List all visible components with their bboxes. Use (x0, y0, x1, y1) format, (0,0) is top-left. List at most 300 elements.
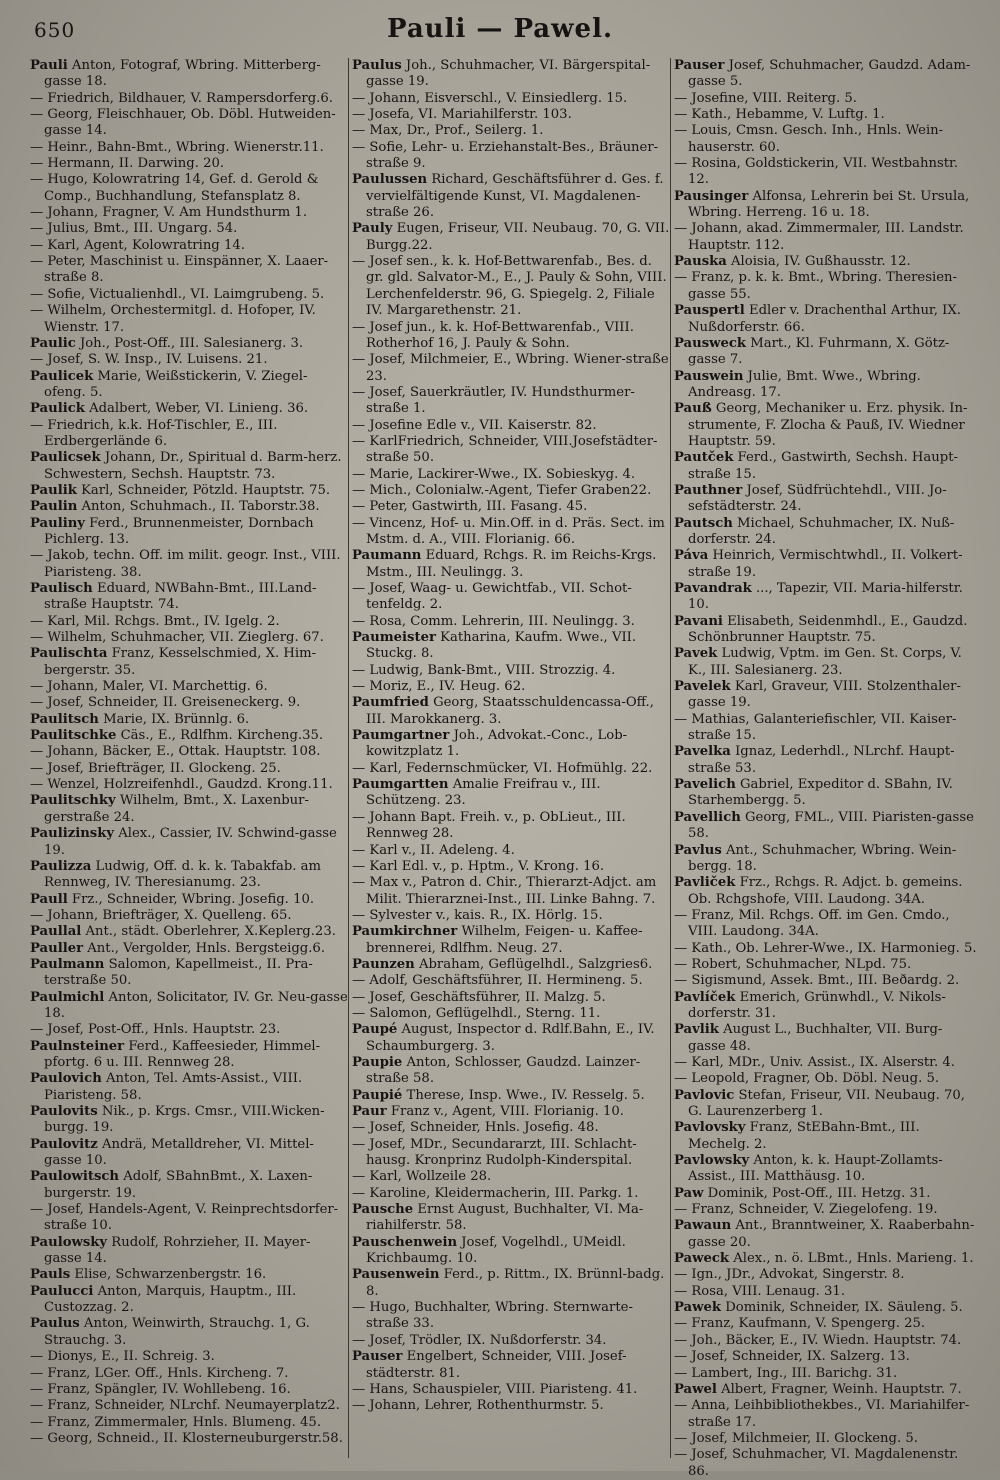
entry-text: Karl, Schneider, Pötzld. Hauptstr. 75. (81, 482, 331, 498)
entry-text: — Josef, Waag- u. Gewichtfab., VII. Schot-tenfeldg. 2. (352, 581, 632, 613)
directory-entry (674, 156, 978, 189)
directory-entry (352, 1055, 670, 1088)
directory-entry (30, 548, 348, 581)
directory-entry (352, 91, 670, 107)
entry-text: Anton, Schlosser, Gaudzd. Lainzer-straße 58. (366, 1054, 641, 1087)
entry-text: Katharina, Kaufm. Wwe., VII. Stuckg. 8. (366, 630, 637, 662)
directory-entry (674, 401, 978, 450)
entry-text: — Karl, Mil. Rchgs. Bmt., IV. Igelg. 2. (30, 613, 280, 629)
entry-surname: Pawaun (674, 1218, 732, 1234)
entry-text: Eduard, Rchgs. R. im Reichs-Krgs. Mstm., III. Neulingg. 3. (366, 548, 657, 580)
entry-text: Georg, Staatsschuldencassa-Off., III. Marokkanerg. 3. (366, 695, 654, 727)
directory-entry (352, 418, 670, 434)
directory-entry (352, 875, 670, 908)
entry-surname: Pauswein (674, 368, 744, 384)
entry-text: — Rosa, VIII. Lenaug. 31. (674, 1283, 846, 1299)
directory-entry (352, 663, 670, 679)
entry-text: — Josef, Milchmeier, E., Wbring. Wiener-straße 23. (352, 352, 669, 384)
directory-entry (674, 1447, 978, 1480)
entry-text: — Josef sen., k. k. Hof-Bettwarenfab., Bes. d. gr. gld. Salvator-M., E., J. Pauly & Sohn, VIII. Lerchenfelderstr. 96, G. Spiegelg. 2, Filiale IV. Margarethenstr. 21. (352, 254, 667, 319)
directory-entry (30, 1039, 348, 1072)
entry-text: ..., Tapezir, VII. Maria-hilferstr. 10. (688, 581, 963, 613)
entry-text: Nik., p. Krgs. Cmsr., VIII.Wicken-burgg. 19. (44, 1104, 325, 1136)
directory-entry (352, 221, 670, 254)
directory-entry (30, 777, 348, 793)
running-head: Pauli — Pawel. (386, 14, 613, 44)
entry-surname: Pauly (352, 221, 393, 237)
directory-entry (352, 1267, 670, 1300)
entry-text: — Georg, Fleischhauer, Ob. Döbl. Hutweiden-gasse 14. (30, 107, 336, 139)
directory-entry (674, 336, 978, 369)
entry-text: — Marie, Lackirer-Wwe., IX. Sobieskyg. 4. (352, 466, 636, 482)
entry-text: — Josefine, VIII. Reiterg. 5. (674, 90, 857, 106)
entry-text: Salomon, Kapellmeist., II. Pra-terstraße 50. (44, 956, 313, 989)
entry-text: Abraham, Geflügelhdl., Salzgries6. (418, 956, 653, 972)
directory-entry (30, 516, 348, 549)
entry-text: Anton, Fotograf, Wbring. Mitterberg-gasse 18. (44, 58, 321, 90)
directory-entry (30, 1202, 348, 1235)
entry-text: Georg, FML., VIII. Piaristen-gasse 58. (688, 809, 974, 842)
entry-text: — Heinr., Bahn-Bmt., Wbring. Wienerstr.11. (30, 139, 324, 155)
entry-surname: Pavelich (674, 777, 736, 793)
entry-text: — Robert, Schuhmacher, NLpd. 75. (674, 956, 912, 972)
entry-text: Karl, Graveur, VIII. Stolzenthaler-gasse 19. (688, 679, 961, 711)
entry-text: — Sylvester v., kais. R., IX. Hörlg. 15. (352, 907, 603, 923)
entry-surname: Pauthner (674, 482, 743, 498)
entry-text: — Ludwig, Bank-Bmt., VIII. Strozzig. 4. (352, 662, 616, 678)
entry-surname: Paulovich (30, 1071, 102, 1087)
entry-surname: Paulussen (352, 172, 428, 188)
entry-text: Anton, k. k. Haupt-Zollamts-Assist., III. Matthäusg. 10. (688, 1153, 943, 1185)
entry-text: — Josef, Post-Off., Hnls. Hauptstr. 23. (30, 1022, 281, 1038)
directory-entry (352, 973, 670, 989)
entry-surname: Paulovits (30, 1104, 98, 1119)
directory-entry (30, 761, 348, 777)
entry-text: — Franz, LGer. Off., Hnls. Kircheng. 7. (30, 1365, 289, 1381)
entry-surname: Paumeister (352, 630, 436, 646)
directory-entry (352, 990, 670, 1006)
directory-entry (30, 646, 348, 679)
entry-surname: Paupié (352, 1087, 403, 1103)
directory-entry (674, 1202, 978, 1218)
directory-entry (352, 1300, 670, 1333)
directory-entry (352, 516, 670, 549)
column-1 (30, 58, 349, 1458)
directory-entry (30, 990, 348, 1023)
directory-entry (30, 418, 348, 451)
entry-text: — Lambert, Ing., III. Barichg. 31. (674, 1365, 898, 1381)
entry-text: — Karoline, Kleidermacherin, III. Parkg. 1. (352, 1185, 639, 1201)
directory-entry (674, 483, 978, 516)
directory-entry (674, 1071, 978, 1087)
directory-entry (674, 646, 978, 679)
directory-entry (30, 908, 348, 924)
directory-entry (674, 91, 978, 107)
entry-surname: Paulisch (30, 581, 93, 596)
entry-text: Alex., n. ö. LBmt., Hnls. Marieng. 1. (733, 1251, 974, 1267)
entry-surname: Pavlíček (674, 989, 736, 1005)
entry-text: — Adolf, Geschäftsführer, II. Hermineng. 5. (352, 973, 643, 989)
entry-text: Wilhelm, Feigen- u. Kaffee-brennerei, Rdlfhm. Neug. 27. (366, 924, 643, 956)
entry-text: Albert, Fragner, Weinh. Hauptstr. 7. (721, 1381, 962, 1397)
directory-entry (674, 1218, 978, 1251)
entry-surname: Pauliny (30, 515, 85, 531)
entry-surname: Pauser (352, 1349, 403, 1365)
directory-entry (352, 499, 670, 515)
entry-surname: Pauller (30, 940, 84, 956)
entry-text: Anton, Weinwirth, Strauchg. 1, G. Strauchg. 3. (44, 1316, 310, 1348)
column-2 (352, 58, 671, 1458)
entry-surname: Paulucci (30, 1283, 94, 1299)
entry-text: August, Inspector d. Rdlf.Bahn, E., IV. Schaumburgerg. 3. (366, 1022, 655, 1054)
entry-surname: Paulus (352, 58, 402, 73)
directory-entry (352, 172, 670, 221)
entry-text: — Franz, Schneider, V. Ziegelofeng. 19. (674, 1202, 938, 1218)
entry-text: Edler v. Drachenthal Arthur, IX. Nußdorferstr. 66. (688, 303, 961, 335)
entry-surname: Pauli (30, 58, 68, 73)
entry-text: — Wilhelm, Schuhmacher, VII. Zieglerg. 67. (30, 630, 324, 646)
directory-entry (30, 254, 348, 287)
directory-entry (352, 1186, 670, 1202)
directory-entry (30, 728, 348, 744)
entry-surname: Paw (674, 1185, 704, 1201)
entry-text: Alex., Cassier, IV. Schwind-gasse 19. (44, 826, 337, 858)
directory-entry (352, 320, 670, 353)
directory-entry (30, 91, 348, 107)
entry-surname: Pautček (674, 450, 734, 466)
directory-entry (30, 287, 348, 303)
entry-text: — Josefine Edle v., VII. Kaiserstr. 82. (352, 417, 597, 433)
entry-surname: Pavani (674, 613, 723, 629)
entry-text: — Rosa, Comm. Lehrerin, III. Neulingg. 3. (352, 613, 635, 629)
entry-text: Alfonsa, Lehrerin bei St. Ursula, Wbring. Herreng. 16 u. 18. (688, 188, 970, 221)
entry-surname: Pavlik (674, 1022, 719, 1038)
directory-entry (674, 123, 978, 156)
directory-entry (30, 401, 348, 417)
entry-surname: Paulizinsky (30, 826, 115, 842)
entry-text: Anton, Marquis, Hauptm., III. Custozzag. 2. (44, 1283, 297, 1316)
entry-surname: Paupé (352, 1022, 398, 1038)
directory-entry (352, 957, 670, 973)
entry-text: — Josef, Geschäftsführer, II. Malzg. 5. (352, 989, 606, 1005)
entry-text: Ferd., Brunnenmeister, Dornbach Pichlerg. 13. (44, 515, 314, 547)
directory-entry (674, 875, 978, 908)
directory-entry (30, 1071, 348, 1104)
directory-entry (352, 254, 670, 319)
directory-entry (30, 450, 348, 483)
entry-surname: Pausenwein (352, 1267, 440, 1283)
directory-entry (30, 695, 348, 711)
directory-entry (352, 1022, 670, 1055)
directory-entry (674, 777, 978, 810)
entry-text: — Jakob, techn. Off. im milit. geogr. Inst., VIII. Piaristeng. 38. (30, 548, 341, 580)
entry-surname: Pausweck (674, 335, 747, 351)
entry-surname: Pauß (674, 401, 712, 417)
entry-text: — Karl, Wollzeile 28. (352, 1169, 492, 1185)
entry-surname: Paulitschke (30, 728, 117, 744)
directory-entry (352, 761, 670, 777)
entry-surname: Paull (30, 891, 68, 907)
entry-text: Ferd., Gastwirth, Sechsh. Haupt-straße 15. (688, 450, 958, 482)
directory-entry (352, 1104, 670, 1120)
entry-surname: Paulick (30, 401, 85, 417)
entry-text: — Karl Edl. v., p. Hptm., V. Krong. 16. (352, 858, 605, 874)
directory-entry (30, 483, 348, 499)
directory-entry (352, 467, 670, 483)
entry-surname: Paulicek (30, 368, 94, 384)
entry-surname: Pauska (674, 254, 727, 270)
entry-text: — Georg, Schneid., II. Klosterneuburgerstr.58. (30, 1430, 343, 1446)
directory-entry (352, 1202, 670, 1235)
entry-surname: Paulik (30, 482, 77, 498)
directory-entry (30, 172, 348, 205)
entry-text: Ludwig, Vptm. im Gen. St. Corps, V. K., III. Salesianerg. 23. (688, 646, 962, 678)
directory-entry (352, 614, 670, 630)
directory-entry (674, 1284, 978, 1300)
entry-text: — Hugo, Kolowratring 14, Gef. d. Gerold & Comp., Buchhandlung, Stefansplatz 8. (30, 172, 319, 204)
directory-entry (352, 1137, 670, 1170)
directory-entry (352, 777, 670, 810)
directory-entry (30, 352, 348, 368)
directory-entry (674, 1251, 978, 1267)
directory-entry (674, 1120, 978, 1153)
directory-entry (352, 924, 670, 957)
directory-entry (352, 483, 670, 499)
entry-text: Georg, Mechaniker u. Erz. physik. In-strumente, F. Zlocha & Pauß, IV. Wiedner Hauptstr. 59. (688, 401, 968, 449)
entry-text: Ant., städt. Oberlehrer, X.Keplerg.23. (85, 924, 336, 940)
directory-entry (30, 336, 348, 352)
entry-text: — Peter, Maschinist u. Einspänner, X. Laaer-straße 8. (30, 254, 329, 286)
directory-entry (30, 581, 348, 614)
directory-entry (352, 548, 670, 581)
directory-entry (30, 1431, 348, 1447)
entry-surname: Pauspertl (674, 303, 745, 319)
entry-text: — Sofie, Lehr- u. Erziehanstalt-Bes., Bräuner-straße 9. (352, 139, 659, 172)
directory-entry (674, 712, 978, 745)
entry-text: Josef, Schuhmacher, Gaudzd. Adam-gasse 5. (688, 58, 971, 90)
entry-text: Josef, Vogelhdl., UMeidl. Krichbaumg. 10. (366, 1234, 626, 1267)
entry-surname: Pavliček (674, 875, 736, 891)
directory-entry (30, 499, 348, 515)
entry-text: — Mich., Colonialw.-Agent, Tiefer Graben22. (352, 482, 652, 498)
entry-text: — Hugo, Buchhalter, Wbring. Sternwarte-straße 33. (352, 1300, 633, 1332)
directory-entry (352, 107, 670, 123)
entry-text: — Karl, Federnschmücker, VI. Hofmühlg. 22. (352, 760, 653, 776)
entry-text: Marie, Weißstickerin, V. Ziegel-ofeng. 5. (44, 368, 308, 400)
entry-text: Emerich, Grünwhdl., V. Nikols-dorferstr. 31. (688, 989, 946, 1021)
entry-surname: Paumgartten (352, 777, 449, 793)
entry-surname: Paulizza (30, 858, 92, 874)
entry-text: — Josefa, VI. Mariahilferstr. 103. (352, 107, 572, 123)
directory-entry (30, 369, 348, 402)
entry-text: Heinrich, Vermischtwhdl., II. Volkert-straße 19. (688, 548, 963, 580)
entry-surname: Paulmichl (30, 989, 105, 1005)
entry-text: Marie, IX. Brünnlg. 6. (103, 711, 250, 727)
directory-entry (674, 270, 978, 303)
directory-entry (674, 1055, 978, 1071)
directory-entry (30, 1382, 348, 1398)
entry-text: Mart., Kl. Fuhrmann, X. Götz-gasse 7. (688, 335, 950, 368)
entry-text: Ant., Branntweiner, X. Raaberbahn-gasse 20. (688, 1218, 975, 1250)
entry-surname: Pavellich (674, 809, 741, 825)
entry-text: — Josef, Schneider, Hnls. Josefig. 48. (352, 1120, 599, 1136)
entry-text: — Josef, Sauerkräutler, IV. Hundsthurmer-straße 1. (352, 384, 635, 417)
entry-surname: Pavelka (674, 744, 731, 760)
directory-entry (674, 107, 978, 123)
entry-surname: Pawek (674, 1300, 721, 1316)
entry-columns (30, 58, 978, 1479)
directory-entry (30, 924, 348, 940)
entry-text: — Kath., Hebamme, V. Luftg. 1. (674, 107, 885, 123)
entry-text: — Josef, S. W. Insp., IV. Luisens. 21. (30, 352, 268, 368)
entry-text: Wilhelm, Bmt., X. Laxenbur-gerstraße 24. (44, 793, 309, 825)
entry-text: — Kath., Ob. Lehrer-Wwe., IX. Harmonieg. 5. (674, 940, 977, 956)
entry-text: Joh., Post-Off., III. Salesianerg. 3. (79, 335, 304, 351)
entry-text: — Ign., JDr., Advokat, Singerstr. 8. (674, 1267, 905, 1283)
entry-text: — Joh., Bäcker, E., IV. Wiedn. Hauptstr. 74. (674, 1332, 962, 1348)
directory-entry (352, 1382, 670, 1398)
directory-entry (674, 990, 978, 1023)
entry-text: — Franz, Mil. Rchgs. Off. im Gen. Cmdo., VIII. Laudong. 34A. (674, 907, 950, 940)
directory-entry (674, 1349, 978, 1365)
directory-entry (30, 859, 348, 892)
directory-entry (352, 140, 670, 173)
entry-text: — Friedrich, k.k. Hof-Tischler, E., III. Erdbergerlände 6. (30, 417, 278, 449)
entry-surname: Pauschenwein (352, 1234, 458, 1250)
directory-entry (30, 826, 348, 859)
entry-surname: Paulitsch (30, 711, 99, 727)
directory-entry (674, 973, 978, 989)
entry-surname: Paulic (30, 335, 76, 351)
directory-entry (674, 1300, 978, 1316)
directory-entry (674, 679, 978, 712)
entry-text: Therese, Insp. Wwe., IV. Resselg. 5. (406, 1087, 645, 1103)
directory-entry (30, 156, 348, 172)
directory-entry (674, 744, 978, 777)
entry-text: Dominik, Post-Off., III. Hetzg. 31. (707, 1185, 931, 1201)
entry-surname: Paulnsteiner (30, 1038, 125, 1054)
directory-entry (674, 548, 978, 581)
directory-entry (674, 369, 978, 402)
directory-entry (352, 352, 670, 385)
entry-text: Joh., Schuhmacher, VI. Bärgerspital-gasse 19. (366, 58, 651, 90)
directory-entry (30, 107, 348, 140)
directory-entry (352, 1333, 670, 1349)
directory-entry (30, 614, 348, 630)
entry-text: — Wilhelm, Orchestermitgl. d. Hofoper, IV. Wienstr. 17. (30, 303, 316, 335)
entry-text: Frz., Rchgs. R. Adjct. b. gemeins. Ob. Rchgshofe, VIII. Laudong. 34A. (688, 875, 963, 907)
entry-text: — Josef jun., k. k. Hof-Bettwarenfab., VIII. Rotherhof 16, J. Pauly & Sohn. (352, 319, 634, 351)
directory-entry (30, 58, 348, 91)
entry-text: Aloisia, IV. Gußhausstr. 12. (731, 254, 911, 270)
entry-text: — Josef, Handels-Agent, V. Reinprechtsdorfer-straße 10. (30, 1202, 339, 1234)
entry-text: Joh., Advokat.-Conc., Lob-kowitzplatz 1. (366, 728, 628, 760)
entry-surname: Paulitschky (30, 793, 116, 809)
entry-text: Eduard, NWBahn-Bmt., III.Land-straße Hauptstr. 74. (44, 581, 317, 613)
directory-entry (30, 793, 348, 826)
entry-surname: Pausche (352, 1202, 414, 1218)
directory-entry (674, 1153, 978, 1186)
entry-text: — Moriz, E., IV. Heug. 62. (352, 679, 526, 695)
entry-text: Elise, Schwarzenbergstr. 16. (74, 1267, 267, 1283)
entry-text: Ferd., p. Rittm., IX. Brünnl-badg. 8. (366, 1267, 665, 1299)
entry-text: — Josef, Briefträger, II. Glockeng. 25. (30, 760, 281, 776)
directory-entry (30, 1349, 348, 1365)
entry-surname: Paulovitz (30, 1136, 98, 1152)
directory-entry (30, 1284, 348, 1317)
entry-text: — Sofie, Victualienhdl., VI. Laimgrubeng. 5. (30, 286, 325, 302)
entry-text: — Peter, Gastwirth, III. Fasang. 45. (352, 499, 588, 515)
directory-entry (674, 221, 978, 254)
entry-text: — Josef, MDr., Secundararzt, III. Schlacht-hausg. Kronprinz Rudolph-Kinderspital. (352, 1136, 637, 1169)
entry-text: — Anna, Leihbibliothekbes., VI. Mariahilfer-straße 17. (674, 1398, 970, 1430)
entry-surname: Paulin (30, 499, 78, 515)
entry-text: Ignaz, Lederhdl., NLrchf. Haupt-straße 53. (688, 744, 955, 776)
entry-text: — Franz, Spängler, IV. Wohllebeng. 16. (30, 1381, 291, 1397)
entry-text: Engelbert, Schneider, VIII. Josef-städterstr. 81. (366, 1349, 627, 1381)
entry-text: Franz, StEBahn-Bmt., III. Mechelg. 2. (688, 1120, 920, 1152)
entry-text: — Karl v., II. Adeleng. 4. (352, 842, 515, 858)
entry-text: — Karl, Agent, Kolowratring 14. (30, 237, 245, 253)
directory-entry (30, 205, 348, 221)
entry-text: — Hermann, II. Darwing. 20. (30, 156, 225, 172)
entry-text: Josef, Südfrüchtehdl., VIII. Jo-sefstädterstr. 24. (688, 482, 947, 515)
directory-entry (30, 140, 348, 156)
entry-surname: Pavlowsky (674, 1153, 750, 1169)
entry-text: — Johann, Briefträger, X. Quelleng. 65. (30, 907, 292, 923)
directory-entry (674, 1316, 978, 1332)
entry-text: — Franz, Schneider, NLrchf. Neumayerplatz2. (30, 1398, 340, 1414)
directory-entry (674, 957, 978, 973)
entry-surname: Pautsch (674, 515, 733, 531)
entry-text: Michael, Schuhmacher, IX. Nuß-dorferstr. 24. (688, 515, 955, 547)
entry-text: Adolf, SBahnBmt., X. Laxen-burgerstr. 19. (44, 1169, 313, 1201)
directory-entry (352, 728, 670, 761)
directory-entry (352, 1235, 670, 1268)
entry-text: Richard, Geschäftsführer d. Ges. f. vervielfältigende Kunst, VI. Magdalenen-straße 26. (366, 172, 664, 221)
directory-entry (674, 1186, 978, 1202)
entry-text: — Johann, Bäcker, E., Ottak. Hauptstr. 108. (30, 744, 321, 760)
directory-entry (30, 1169, 348, 1202)
directory-entry (352, 1398, 670, 1414)
entry-text: — Johann, akad. Zimmermaler, III. Landstr. Hauptstr. 112. (674, 221, 964, 253)
entry-text: — Franz, p. k. k. Bmt., Wbring. Theresien-gasse 55. (674, 270, 957, 302)
entry-text: — Johann, Lehrer, Rothenthurmstr. 5. (352, 1398, 604, 1414)
entry-text: — Julius, Bmt., III. Ungarg. 54. (30, 221, 238, 237)
directory-entry (30, 892, 348, 908)
directory-entry (30, 1366, 348, 1382)
directory-entry (30, 221, 348, 237)
entry-surname: Pausinger (674, 188, 749, 204)
entry-text: — Leopold, Fragner, Ob. Döbl. Neug. 5. (674, 1071, 940, 1087)
entry-text: — Vincenz, Hof- u. Min.Off. in d. Präs. Sect. im Mstm. d. A., VIII. Florianig. 66. (352, 515, 665, 547)
entry-text: — KarlFriedrich, Schneider, VIII.Josefstädter-straße 50. (352, 433, 658, 466)
entry-text: Anton, Tel. Amts-Assist., VIII. Piaristeng. 58. (44, 1071, 303, 1103)
entry-text: Elisabeth, Seidenmhdl., E., Gaudzd. Schönbrunner Hauptstr. 75. (688, 613, 968, 646)
directory-entry (30, 1415, 348, 1431)
directory-entry (674, 450, 978, 483)
directory-entry (674, 581, 978, 614)
entry-text: — Hans, Schauspieler, VIII. Piaristeng. 41. (352, 1381, 638, 1397)
entry-text: Anton, Schuhmach., II. Taborstr.38. (81, 499, 320, 515)
entry-text: — Johann, Maler, VI. Marchettig. 6. (30, 679, 268, 695)
directory-entry (674, 941, 978, 957)
directory-entry (674, 614, 978, 647)
entry-text: — Karl, MDr., Univ. Assist., IX. Alserstr. 4. (674, 1054, 956, 1070)
directory-entry (674, 1267, 978, 1283)
entry-text: Adalbert, Weber, VI. Linieng. 36. (89, 401, 309, 417)
directory-entry (352, 695, 670, 728)
